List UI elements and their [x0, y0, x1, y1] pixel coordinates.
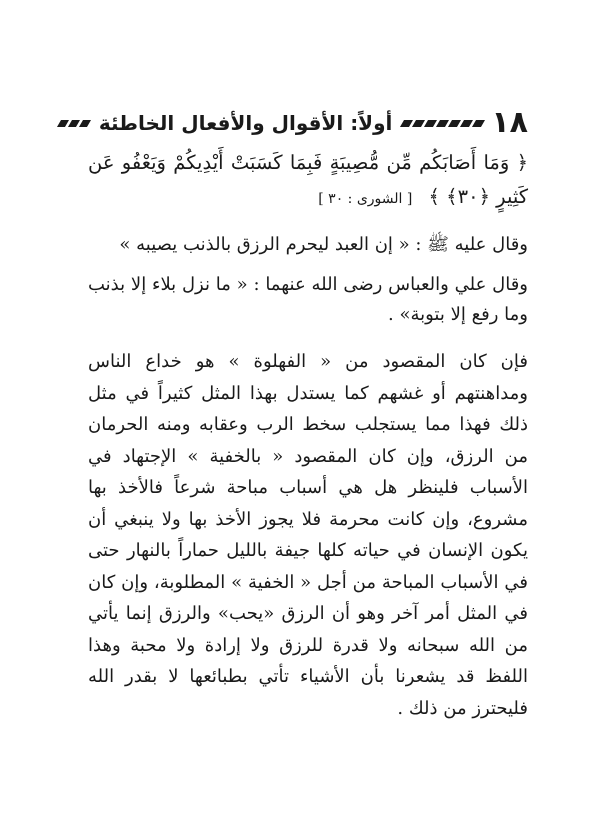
hadith-prophet: وقال عليه ﷺ : « إن العبد ليحرم الرزق بالذنب يصيبه »: [119, 234, 528, 255]
main-paragraph: فإن كان المقصود من « الفهلوة » هو خداع الناس ومداهنتهم أو غشهم كما يستدل بهذا المثل كثيراً في مثل ذلك فهذا مما يستجلب سخط الرب وعقابه ومنه الحرمان من الرزق، وإن كان المقصود « بالخفية » الإجتهاد في الأسباب فلينظر هل هي أسباب مباحة شرعاً فالأخذ بها مشروع، وإن كانت محرمة فلا يجوز الأخذ بها ولا ينبغي أن يكون الإنسان في حياته كلها جيفة بالليل حماراً بالنهار حتى في الأسباب المباحة من أجل « الخفية » المطلوبة، وإن كان في المثل أمر آخر وهو أن الرزق «يحب» والرزق إنما يأتي من الله سبحانه ولا قدرة للرزق ولا إرادة ولا محبة وهذا اللفظ قد يشعرنا بأن الأشياء تأتي بطبائعها لا بقدر الله فليحترز من ذلك .: [88, 351, 528, 719]
running-title: أولاً: الأقوال والأفعال الخاطئة: [98, 111, 393, 135]
verse-reference: [ الشورى : ٣٠ ]: [318, 191, 413, 207]
header-left: [59, 120, 89, 127]
quran-verse: [88, 146, 528, 216]
page-header: [88, 104, 528, 142]
page-number: ١٨: [491, 105, 528, 140]
ornament-dashes-icon: [402, 120, 483, 127]
hadith-companions: وقال علي والعباس رضى الله عنهما : « ما نزل بلاء إلا بذنب وما رفع إلا بتوبة» .: [88, 274, 528, 325]
header-right: [89, 105, 528, 140]
ornament-dashes-icon: [59, 120, 89, 127]
book-page: [88, 104, 528, 724]
verse-text: ﴿ وَمَا أَصَابَكُم مِّن مُّصِيبَةٍ فَبِمَا كَسَبَتْ أَيْدِيكُمْ وَيَعْفُو عَن كَثِيرٍ ﴿٣٠﴾ ﴾: [88, 151, 528, 208]
